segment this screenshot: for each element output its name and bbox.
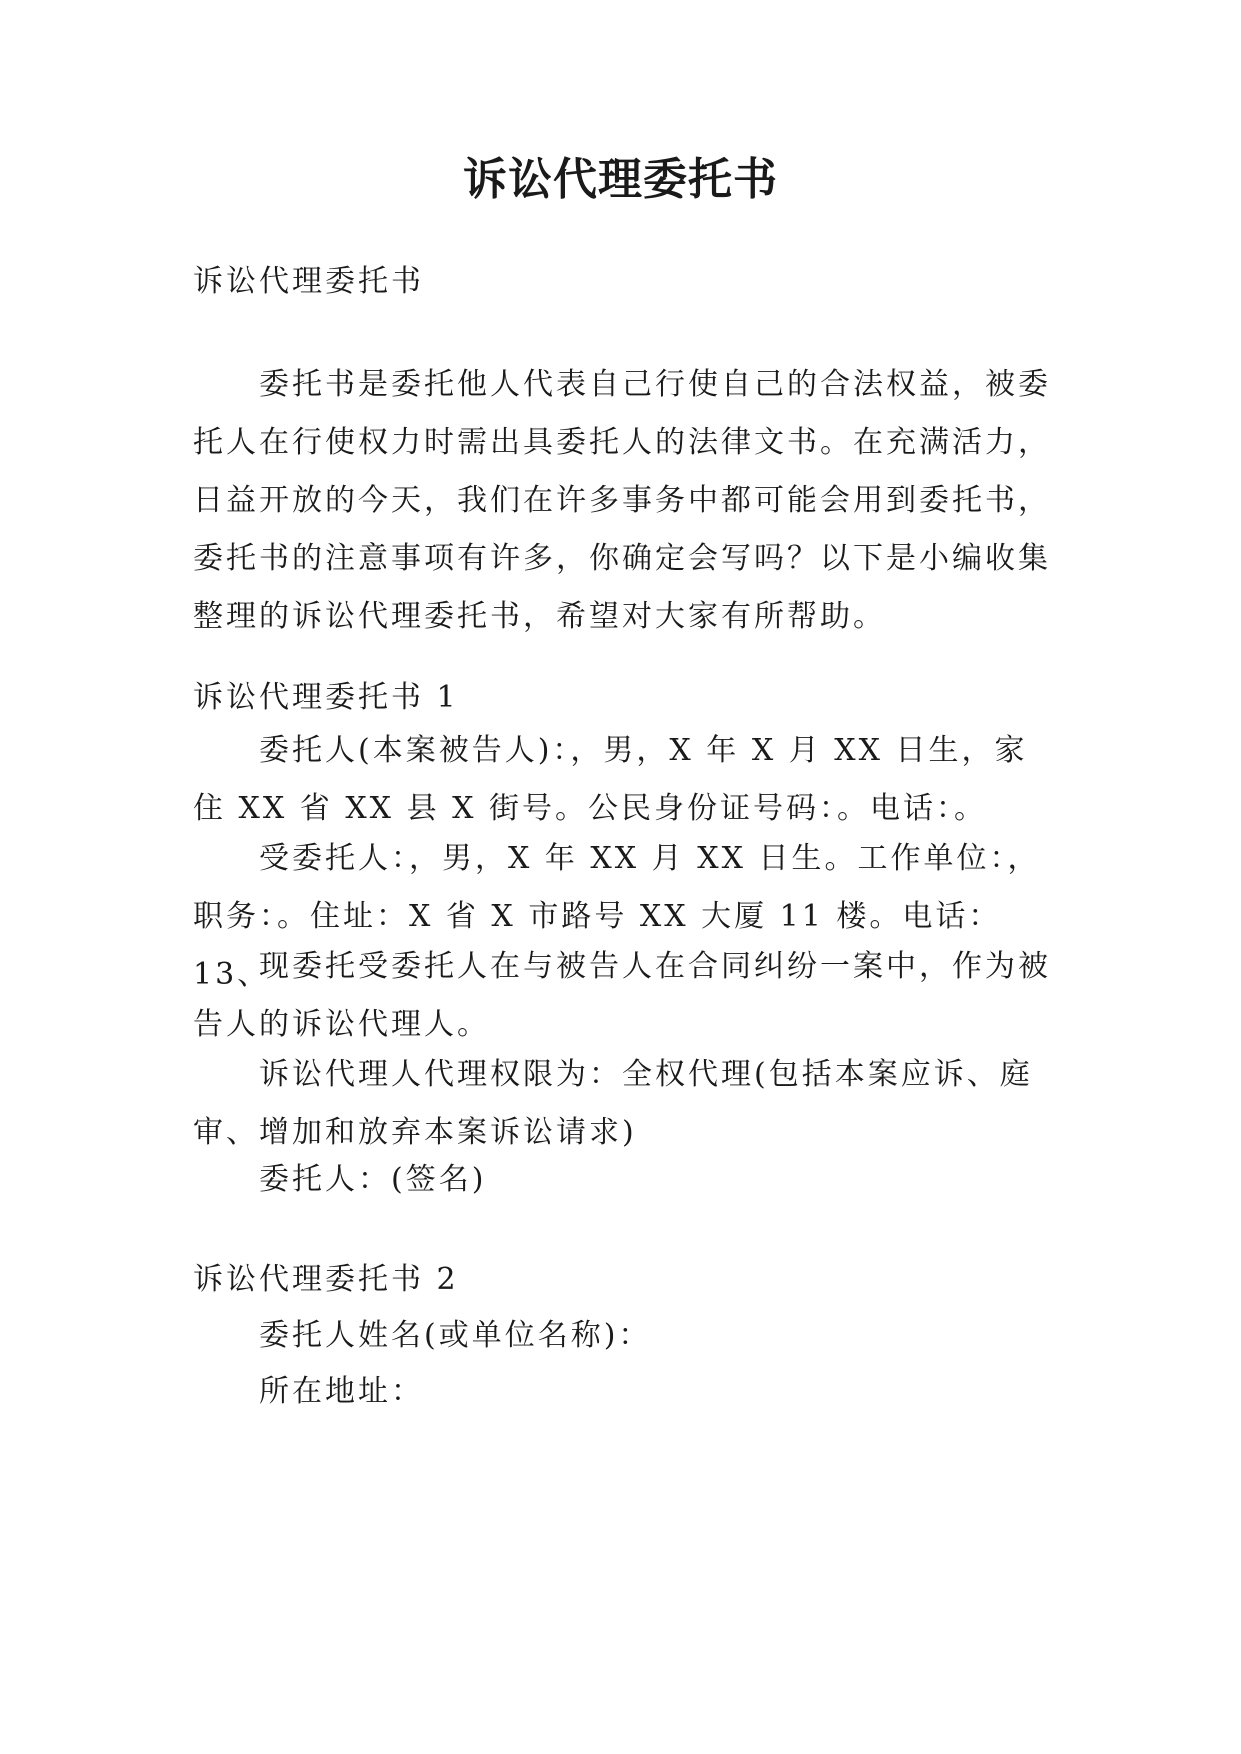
section1-authority: 诉讼代理人代理权限为：全权代理(包括本案应诉、庭审、增加和放弃本案诉讼请求) [193, 1057, 1033, 1150]
section2-address: 所在地址： [259, 1374, 424, 1409]
section2-heading: 诉讼代理委托书 2 [193, 1262, 459, 1297]
section1-agent: 受委托人：，男，X 年 XX 月 XX 日生。工作单位：，职务：。住址：X 省 X 市路号 XX 大厦 11 楼。电话：13、 [193, 841, 1041, 992]
section1-principal: 委托人(本案被告人)：，男，X 年 X 月 XX 日生，家住 XX 省 XX 县 X 街号。公民身份证号码：。电话：。 [193, 733, 1028, 826]
intro-paragraph: 委托书是委托他人代表自己行使自己的合法权益，被委托人在行使权力时需出具委托人的法律文书。在充满活力，日益开放的今天，我们在许多事务中都可能会用到委托书，委托书的注意事项有许多，你确定会写吗？以下是小编收集整理的诉讼代理委托书，希望对大家有所帮助。 [193, 367, 1051, 634]
section1-signature: 委托人：(签名) [259, 1162, 487, 1197]
section1-entrust: 现委托受委托人在与被告人在合同纠纷一案中，作为被告人的诉讼代理人。 [193, 949, 1051, 1042]
section1-heading: 诉讼代理委托书 1 [193, 680, 459, 715]
section2-principal-name: 委托人姓名(或单位名称)： [259, 1318, 652, 1353]
document-subtitle: 诉讼代理委托书 [193, 264, 424, 299]
document-title: 诉讼代理委托书 [463, 154, 778, 205]
